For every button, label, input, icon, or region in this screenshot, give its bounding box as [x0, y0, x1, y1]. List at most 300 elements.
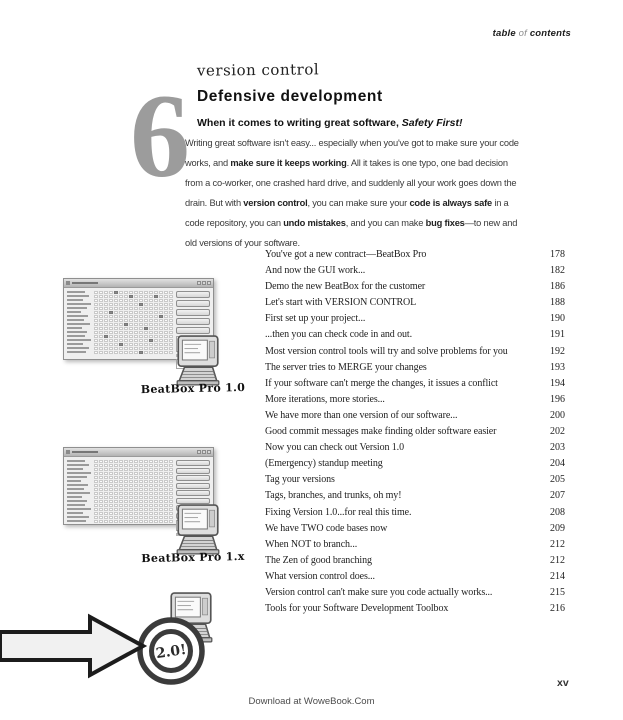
beat-cell	[104, 476, 108, 479]
beat-cell	[94, 347, 98, 350]
beat-cell	[109, 508, 113, 511]
beat-cell	[154, 343, 158, 346]
beat-cell	[149, 512, 153, 515]
beat-cell	[159, 347, 163, 350]
beat-cell	[144, 472, 148, 475]
beat-cell	[149, 500, 153, 503]
beat-cell	[94, 472, 98, 475]
beat-cell	[94, 299, 98, 302]
toc-entry	[265, 472, 575, 488]
beat-cell	[159, 307, 163, 310]
arrow-icon	[0, 612, 148, 680]
beat-cell	[104, 351, 108, 354]
beat-cell	[104, 508, 108, 511]
toc-entry-title: Fixing Version 1.0...for real this time.	[265, 506, 412, 518]
beat-cell	[114, 468, 118, 471]
beat-cell	[164, 351, 168, 354]
beat-cell	[104, 460, 108, 463]
beat-cell	[119, 464, 123, 467]
tagline-emphasis: Safety First!	[401, 117, 463, 129]
toc-entry	[265, 601, 575, 617]
beat-cell	[164, 464, 168, 467]
beat-checkbox-grid	[94, 291, 173, 369]
figure-caption: BeatBox Pro 1.0	[140, 380, 246, 397]
beat-cell	[149, 460, 153, 463]
beat-cell	[169, 323, 173, 326]
toc-entry	[265, 311, 575, 327]
beat-cell	[124, 339, 128, 342]
beat-cell	[149, 476, 153, 479]
beat-cell	[149, 484, 153, 487]
beat-cell	[119, 351, 123, 354]
beat-cell	[129, 504, 133, 507]
toc-entry-page: 196	[550, 393, 565, 405]
beat-cell	[144, 516, 148, 519]
beat-cell	[94, 508, 98, 511]
beat-cell	[129, 327, 133, 330]
toc-entry	[265, 247, 575, 263]
beat-cell	[134, 464, 138, 467]
toc-entry-page: 194	[550, 377, 565, 389]
window-title-text	[72, 282, 98, 284]
beat-cell	[99, 307, 103, 310]
beat-cell	[119, 343, 123, 346]
beat-cell	[149, 315, 153, 318]
beat-cell	[119, 472, 123, 475]
beat-cell	[104, 339, 108, 342]
window-title-text	[72, 451, 98, 453]
beat-cell	[99, 488, 103, 491]
beat-cell	[154, 307, 158, 310]
beat-cell	[99, 476, 103, 479]
beat-cell	[169, 520, 173, 523]
toc-entry	[265, 569, 575, 585]
toc-entry-page: 193	[550, 361, 565, 373]
beat-cell	[129, 476, 133, 479]
beat-cell	[109, 500, 113, 503]
toc-entry-page: 209	[550, 522, 565, 534]
beat-cell	[169, 303, 173, 306]
beat-cell	[99, 520, 103, 523]
beat-cell	[104, 335, 108, 338]
toc-entry-page: 178	[550, 249, 565, 260]
beat-cell	[159, 484, 163, 487]
beat-cell	[119, 311, 123, 314]
beat-cell	[144, 339, 148, 342]
beat-cell	[144, 484, 148, 487]
beat-cell	[159, 299, 163, 302]
beat-cell	[159, 460, 163, 463]
beat-cell	[109, 468, 113, 471]
beat-cell	[154, 351, 158, 354]
toc-entry-page: 212	[550, 538, 565, 550]
page-number: xv	[557, 677, 569, 689]
beat-cell	[149, 307, 153, 310]
beat-cell	[139, 520, 143, 523]
beat-cell	[109, 476, 113, 479]
mini-button	[176, 475, 210, 481]
beat-cell	[149, 472, 153, 475]
beat-cell	[124, 323, 128, 326]
beat-cell	[124, 299, 128, 302]
beat-cell	[124, 331, 128, 334]
beat-cell	[94, 327, 98, 330]
chapter-number: 6	[130, 69, 190, 202]
beat-cell	[114, 460, 118, 463]
beat-cell	[139, 496, 143, 499]
mini-button	[176, 291, 210, 298]
beat-cell	[159, 480, 163, 483]
beat-cell	[119, 307, 123, 310]
toc-entry-page: 191	[550, 329, 565, 341]
toc-entry-page: 200	[550, 409, 565, 421]
beat-cell	[159, 343, 163, 346]
beat-cell	[119, 468, 123, 471]
beat-cell	[159, 319, 163, 322]
beat-cell	[164, 323, 168, 326]
toc-entry	[265, 295, 575, 311]
beat-cell	[154, 347, 158, 350]
beat-cell	[124, 460, 128, 463]
beat-cell	[104, 327, 108, 330]
beat-cell	[129, 480, 133, 483]
beat-cell	[164, 480, 168, 483]
beat-cell	[114, 311, 118, 314]
window-controls-icons	[197, 281, 211, 285]
beat-cell	[139, 504, 143, 507]
beat-cell	[109, 299, 113, 302]
beat-cell	[159, 464, 163, 467]
window-controls-icons	[197, 450, 211, 454]
beat-cell	[104, 520, 108, 523]
chapter-title: Defensive development	[197, 88, 383, 105]
toc-entry	[265, 360, 575, 376]
beat-cell	[139, 335, 143, 338]
mini-button	[176, 309, 210, 316]
tagline-text: When it comes to writing great software,	[197, 117, 402, 129]
beat-cell	[99, 339, 103, 342]
toc-entry-page: 204	[550, 458, 565, 470]
beat-cell	[169, 492, 173, 495]
beat-cell	[154, 512, 158, 515]
beat-cell	[124, 512, 128, 515]
beat-cell	[139, 460, 143, 463]
toc-entry-title: First set up your project...	[265, 313, 366, 325]
beat-cell	[149, 299, 153, 302]
beat-cell	[109, 464, 113, 467]
beat-cell	[114, 291, 118, 294]
beat-cell	[104, 512, 108, 515]
beat-cell	[134, 472, 138, 475]
beat-cell	[144, 480, 148, 483]
toc-entry-page: 216	[550, 603, 565, 615]
beat-cell	[149, 468, 153, 471]
beat-cell	[134, 307, 138, 310]
beat-cell	[164, 311, 168, 314]
beat-cell	[114, 504, 118, 507]
beat-cell	[159, 472, 163, 475]
beat-cell	[134, 512, 138, 515]
toc-entry-title: The Zen of good branching	[265, 554, 372, 566]
beat-cell	[94, 351, 98, 354]
beat-cell	[134, 516, 138, 519]
beat-cell	[119, 303, 123, 306]
beat-cell	[124, 315, 128, 318]
beat-cell	[114, 508, 118, 511]
beat-cell	[104, 464, 108, 467]
beat-cell	[139, 303, 143, 306]
beat-cell	[154, 295, 158, 298]
beat-cell	[124, 500, 128, 503]
beat-cell	[134, 295, 138, 298]
beat-cell	[99, 472, 103, 475]
toc-entry-page: 214	[550, 570, 565, 582]
beat-cell	[124, 496, 128, 499]
beat-cell	[129, 351, 133, 354]
beat-cell	[154, 291, 158, 294]
beat-cell	[154, 460, 158, 463]
beat-cell	[169, 496, 173, 499]
toc-entry-page: 186	[550, 281, 565, 293]
beat-cell	[159, 496, 163, 499]
toc-entry-title: And now the GUI work...	[265, 265, 366, 277]
beat-cell	[119, 508, 123, 511]
beat-cell	[154, 480, 158, 483]
beat-cell	[139, 331, 143, 334]
beat-cell	[139, 472, 143, 475]
beat-cell	[94, 464, 98, 467]
beat-cell	[114, 299, 118, 302]
beat-cell	[104, 484, 108, 487]
beat-cell	[94, 492, 98, 495]
beat-cell	[144, 319, 148, 322]
beat-cell	[119, 516, 123, 519]
beat-cell	[134, 351, 138, 354]
toc-entry-title: The server tries to MERGE your changes	[265, 361, 427, 373]
header-word: of	[518, 28, 530, 39]
beat-cell	[169, 351, 173, 354]
beat-cell	[169, 484, 173, 487]
beat-cell	[149, 488, 153, 491]
beat-cell	[149, 347, 153, 350]
window-titlebar	[64, 279, 213, 288]
beat-cell	[109, 472, 113, 475]
beat-cell	[129, 339, 133, 342]
beat-cell	[164, 307, 168, 310]
instrument-labels	[67, 460, 91, 538]
beat-cell	[164, 303, 168, 306]
beat-cell	[164, 299, 168, 302]
beat-cell	[154, 472, 158, 475]
toc-entry	[265, 537, 575, 553]
beat-cell	[144, 468, 148, 471]
beat-cell	[114, 315, 118, 318]
beat-cell	[159, 311, 163, 314]
beat-cell	[129, 460, 133, 463]
beat-cell	[119, 488, 123, 491]
beat-cell	[99, 323, 103, 326]
beat-cell	[164, 315, 168, 318]
beat-cell	[104, 291, 108, 294]
beat-cell	[169, 500, 173, 503]
beat-cell	[104, 343, 108, 346]
beat-cell	[99, 492, 103, 495]
beat-cell	[134, 468, 138, 471]
beat-cell	[149, 520, 153, 523]
beat-cell	[134, 327, 138, 330]
beat-cell	[139, 351, 143, 354]
beat-cell	[114, 496, 118, 499]
beat-cell	[114, 512, 118, 515]
beat-cell	[99, 299, 103, 302]
toc-entry-title: Version control can't make sure you code actually works...	[265, 586, 493, 598]
beat-cell	[94, 460, 98, 463]
beat-cell	[144, 303, 148, 306]
mini-button	[176, 483, 210, 489]
beat-cell	[149, 343, 153, 346]
beat-cell	[99, 480, 103, 483]
beat-cell	[124, 347, 128, 350]
beat-cell	[109, 291, 113, 294]
beat-cell	[139, 516, 143, 519]
beat-cell	[114, 516, 118, 519]
beat-cell	[139, 311, 143, 314]
beat-cell	[169, 291, 173, 294]
beat-cell	[149, 327, 153, 330]
beat-cell	[139, 339, 143, 342]
beat-cell	[114, 327, 118, 330]
beat-cell	[159, 468, 163, 471]
beat-cell	[169, 464, 173, 467]
beat-cell	[169, 476, 173, 479]
beat-cell	[134, 335, 138, 338]
toc-entry-title: Tags, branches, and trunks, oh my!	[265, 490, 402, 502]
beat-cell	[144, 291, 148, 294]
figure-beatbox-1-x	[63, 447, 245, 569]
beat-cell	[109, 492, 113, 495]
toc-entry	[265, 424, 575, 440]
beat-cell	[139, 323, 143, 326]
toc-entry-title: (Emergency) standup meeting	[265, 458, 383, 470]
beat-cell	[129, 303, 133, 306]
beat-cell	[169, 480, 173, 483]
beat-cell	[149, 516, 153, 519]
beat-cell	[159, 516, 163, 519]
beat-cell	[169, 508, 173, 511]
beat-cell	[134, 488, 138, 491]
mini-button	[176, 498, 210, 504]
toc-entry-page: 190	[550, 313, 565, 325]
beat-cell	[149, 464, 153, 467]
beat-cell	[124, 343, 128, 346]
beat-cell	[139, 488, 143, 491]
beat-cell	[164, 516, 168, 519]
beat-cell	[114, 331, 118, 334]
beat-cell	[109, 323, 113, 326]
beat-cell	[99, 351, 103, 354]
intro-line: Writing great software isn't easy... especially when you've got to make sure your code	[185, 138, 519, 148]
intro-line: drain. But with version control, you can make sure your code is always safe in a	[185, 198, 509, 208]
beat-cell	[124, 307, 128, 310]
beat-cell	[154, 315, 158, 318]
beat-cell	[119, 295, 123, 298]
beat-cell	[169, 327, 173, 330]
toc-entry	[265, 521, 575, 537]
beat-cell	[154, 520, 158, 523]
beat-cell	[144, 496, 148, 499]
beat-cell	[159, 492, 163, 495]
header-word: table	[492, 28, 519, 39]
beat-checkbox-grid	[94, 460, 173, 538]
beat-cell	[94, 496, 98, 499]
beat-cell	[134, 480, 138, 483]
toc-entry-title: Tools for your Software Development Toolbox	[265, 603, 449, 615]
beat-cell	[154, 484, 158, 487]
beat-cell	[159, 331, 163, 334]
beat-cell	[124, 291, 128, 294]
toc-entry	[265, 376, 575, 392]
beat-cell	[124, 295, 128, 298]
toc-entry-title: Let's start with VERSION CONTROL	[265, 297, 417, 309]
beat-cell	[169, 331, 173, 334]
beat-cell	[154, 508, 158, 511]
beat-cell	[109, 504, 113, 507]
beat-cell	[149, 291, 153, 294]
beat-cell	[109, 339, 113, 342]
beat-cell	[124, 303, 128, 306]
beat-cell	[114, 335, 118, 338]
beat-cell	[169, 516, 173, 519]
beat-cell	[134, 520, 138, 523]
beat-cell	[159, 303, 163, 306]
beat-cell	[94, 488, 98, 491]
beat-cell	[104, 315, 108, 318]
figure-caption: BeatBox Pro 1.x	[141, 549, 245, 566]
beat-cell	[169, 504, 173, 507]
toc-entry-title: We have more than one version of our software...	[265, 409, 458, 421]
beat-cell	[149, 323, 153, 326]
beat-cell	[134, 500, 138, 503]
beat-cell	[104, 299, 108, 302]
beat-cell	[99, 315, 103, 318]
toc-entry-title: Demo the new BeatBox for the customer	[265, 281, 426, 293]
beat-cell	[154, 319, 158, 322]
beat-cell	[104, 319, 108, 322]
beat-cell	[139, 464, 143, 467]
beat-cell	[159, 508, 163, 511]
beat-cell	[159, 295, 163, 298]
beat-cell	[124, 508, 128, 511]
beat-cell	[99, 303, 103, 306]
beat-cell	[164, 319, 168, 322]
chapter-intro	[185, 133, 519, 253]
beat-cell	[164, 347, 168, 350]
beat-cell	[129, 319, 133, 322]
beat-cell	[104, 347, 108, 350]
beat-cell	[109, 351, 113, 354]
toc-entry-title: ...then you can check code in and out.	[265, 329, 412, 341]
beat-cell	[114, 303, 118, 306]
beat-cell	[109, 335, 113, 338]
window-icon	[66, 281, 70, 285]
beat-cell	[124, 520, 128, 523]
beat-cell	[154, 492, 158, 495]
beat-cell	[144, 299, 148, 302]
mini-button	[176, 318, 210, 325]
toc-entry-title: We have TWO code bases now	[265, 522, 388, 534]
beat-cell	[109, 520, 113, 523]
beat-cell	[164, 339, 168, 342]
